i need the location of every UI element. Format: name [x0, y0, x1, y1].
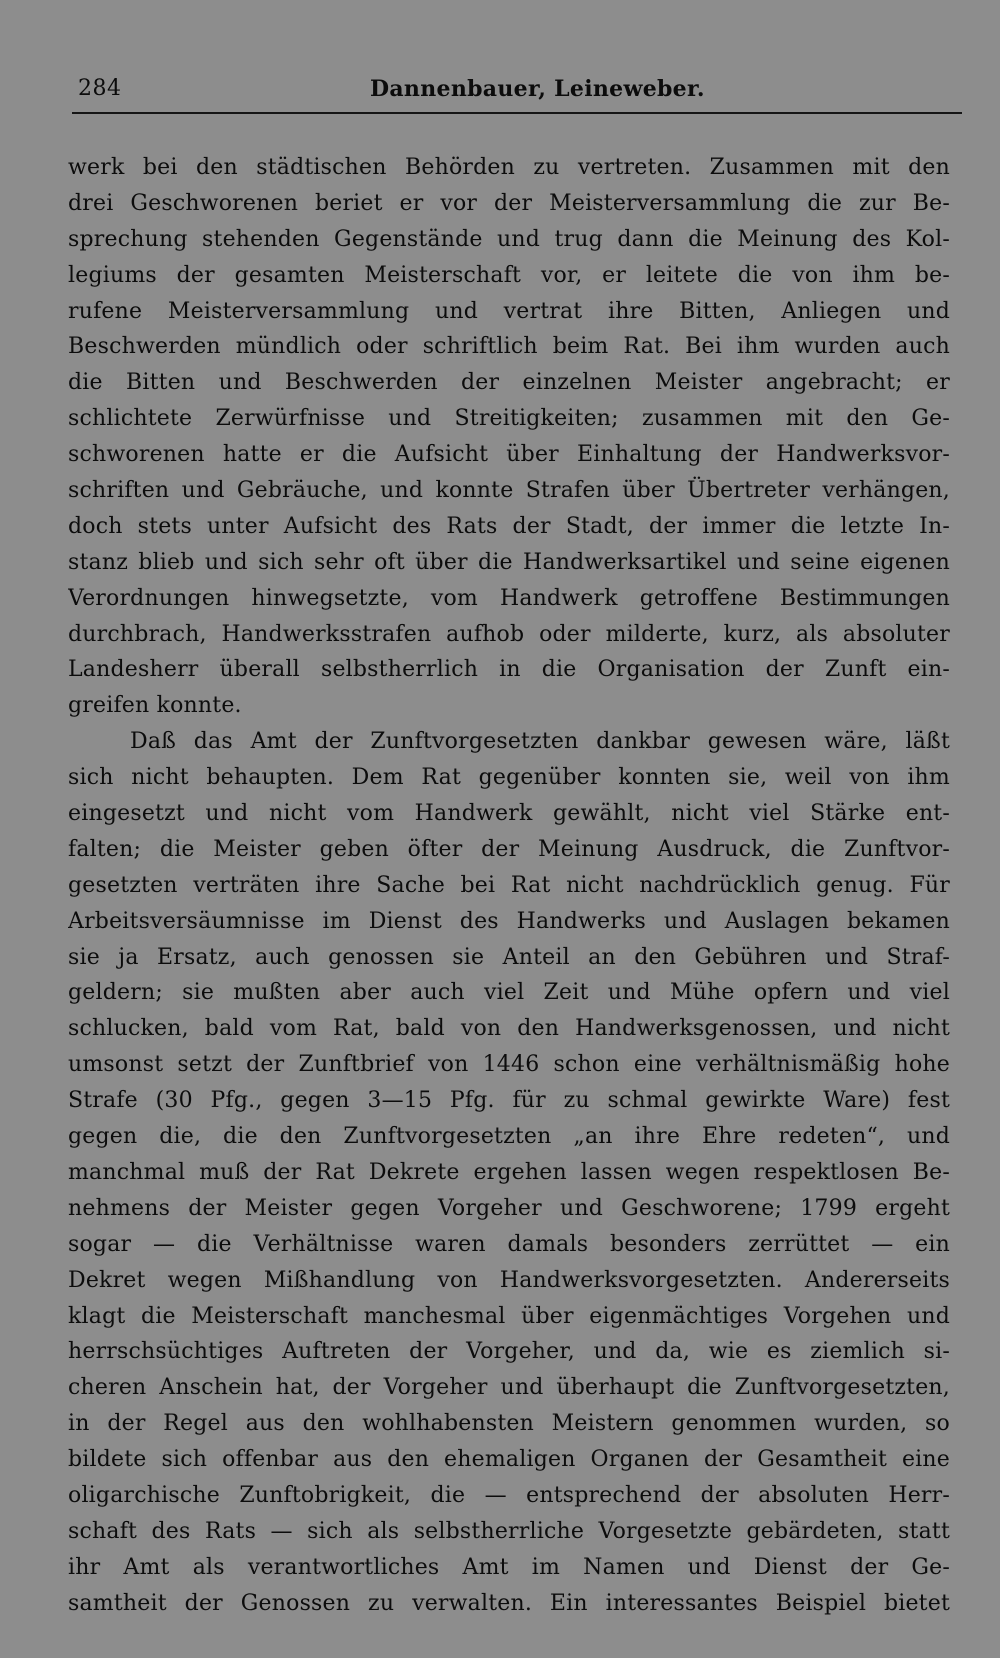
text-line: in der Regel aus den wohlhabensten Meistern genommen wurden, so: [68, 1411, 950, 1437]
text-line: bildete sich offenbar aus den ehemaligen Organen der Gesamtheit eine: [68, 1447, 950, 1473]
text-line: Landesherr überall selbstherrlich in die Organisation der Zunft ein-: [68, 657, 950, 683]
page-header: [72, 74, 962, 106]
text-line: gesetzten verträten ihre Sache bei Rat nicht nachdrücklich genug. Für: [68, 872, 950, 898]
text-line: samtheit der Genossen zu verwalten. Ein interessantes Beispiel bietet: [68, 1590, 950, 1616]
text-line: rufene Meisterversammlung und vertrat ihre Bitten, Anliegen und: [68, 298, 950, 324]
text-line: Dekret wegen Mißhandlung von Handwerksvorgesetzten. Andererseits: [68, 1267, 950, 1293]
text-line: sprechung stehenden Gegenstände und trug dann die Meinung des Kol-: [68, 226, 950, 252]
text-line: schriften und Gebräuche, und konnte Strafen über Übertreter verhängen,: [68, 478, 950, 504]
body-text: [68, 150, 950, 1622]
text-line: drei Geschworenen beriet er vor der Meisterversammlung die zur Be-: [68, 190, 950, 216]
text-line: klagt die Meisterschaft manchesmal über eigenmächtiges Vorgehen und: [68, 1303, 950, 1329]
text-line: schworenen hatte er die Aufsicht über Einhaltung der Handwerksvor-: [68, 442, 950, 468]
text-line: Beschwerden mündlich oder schriftlich beim Rat. Bei ihm wurden auch: [68, 334, 950, 360]
running-head: Dannenbauer, Leineweber.: [370, 76, 705, 102]
text-line: falten; die Meister geben öfter der Meinung Ausdruck, die Zunftvor-: [68, 836, 950, 862]
text-line: gegen die, die den Zunftvorgesetzten „an ihre Ehre redeten“, und: [68, 1124, 950, 1150]
text-line: werk bei den städtischen Behörden zu vertreten. Zusammen mit den: [68, 155, 950, 180]
text-line: sich nicht behaupten. Dem Rat gegenüber konnten sie, weil von ihm: [68, 765, 950, 791]
text-line: manchmal muß der Rat Dekrete ergehen lassen wegen respektlosen Be-: [68, 1159, 950, 1185]
text-line: nehmens der Meister gegen Vorgeher und Geschworene; 1799 ergeht: [68, 1195, 950, 1221]
text-line: sie ja Ersatz, auch genossen sie Anteil an den Gebühren und Straf-: [68, 944, 950, 970]
text-line: umsonst setzt der Zunftbrief von 1446 schon eine verhältnismäßig hohe: [68, 1052, 950, 1078]
text-line: Verordnungen hinwegsetzte, vom Handwerk getroffene Bestimmungen: [68, 585, 950, 611]
text-line: schlucken, bald vom Rat, bald von den Handwerksgenossen, und nicht: [68, 1016, 950, 1042]
header-rule: [72, 112, 962, 114]
text-line: sogar — die Verhältnisse waren damals besonders zerrüttet — ein: [68, 1231, 950, 1257]
text-line: ihr Amt als verantwortliches Amt im Namen und Dienst der Ge-: [68, 1554, 950, 1580]
paragraph-first-line: Daß das Amt der Zunftvorgesetzten dankbar gewesen wäre, läßt: [130, 729, 950, 755]
text-line: eingesetzt und nicht vom Handwerk gewählt, nicht viel Stärke ent-: [68, 801, 950, 827]
text-line: cheren Anschein hat, der Vorgeher und überhaupt die Zunftvorgesetzten,: [68, 1375, 950, 1401]
text-line: stanz blieb und sich sehr oft über die Handwerksartikel und seine eigenen: [68, 549, 950, 575]
text-line: Strafe (30 Pfg., gegen 3—15 Pfg. für zu schmal gewirkte Ware) fest: [68, 1088, 950, 1114]
page-number: 284: [78, 76, 122, 101]
text-line: durchbrach, Handwerksstrafen aufhob oder milderte, kurz, als absoluter: [68, 621, 950, 647]
text-line: herrschsüchtiges Auftreten der Vorgeher, und da, wie es ziemlich si-: [68, 1339, 950, 1365]
text-line: greifen konnte.: [68, 693, 242, 719]
text-line: geldern; sie mußten aber auch viel Zeit und Mühe opfern und viel: [68, 980, 950, 1006]
text-line: die Bitten und Beschwerden der einzelnen Meister angebracht; er: [68, 370, 950, 396]
text-line: Arbeitsversäumnisse im Dienst des Handwerks und Auslagen bekamen: [68, 908, 950, 934]
text-line: schaft des Rats — sich als selbstherrliche Vorgesetzte gebärdeten, statt: [68, 1518, 950, 1544]
text-line: schlichtete Zerwürfnisse und Streitigkeiten; zusammen mit den Ge-: [68, 406, 950, 432]
text-line: legiums der gesamten Meisterschaft vor, er leitete die von ihm be-: [68, 262, 950, 288]
text-line: oligarchische Zunftobrigkeit, die — entsprechend der absoluten Herr-: [68, 1482, 950, 1508]
text-line: doch stets unter Aufsicht des Rats der Stadt, der immer die letzte In-: [68, 513, 950, 539]
